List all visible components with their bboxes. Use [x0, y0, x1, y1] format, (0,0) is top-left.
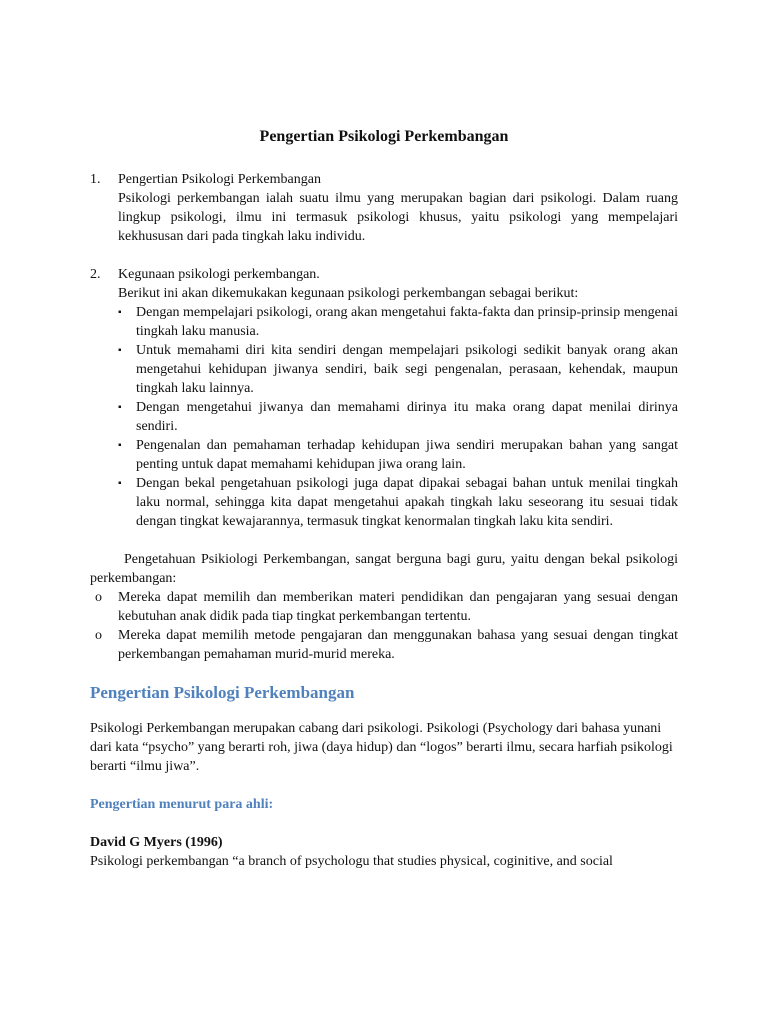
bullet-icon: ▪: [118, 307, 122, 318]
list-item: ▪ Pengenalan dan pemahaman terhadap kehidupan jiwa sendiri merupakan bahan yang sangat penting untuk dapat memahami kehidupan jiwa orang lain.: [118, 438, 678, 472]
expert-quote: Psikologi perkembangan “a branch of psychologu that studies physical, coginitive, and social: [90, 854, 613, 869]
expert-name: David G Myers (1996): [90, 835, 223, 850]
page-title: Pengertian Psikologi Perkembangan: [259, 128, 509, 145]
section-number: 1.: [90, 172, 101, 187]
list-item: o Mereka dapat memilih dan memberikan materi pendidikan dan pengajaran yang sesuai dengan kebutuhan anak didik pada tiap tingkat perkembangan tertentu.: [95, 590, 678, 624]
section-intro: Berikut ini akan dikemukakan kegunaan psikologi perkembangan sebagai berikut:: [118, 286, 579, 301]
bullet-icon: ▪: [118, 402, 122, 413]
section-2: [90, 265, 678, 531]
bullet-icon: ▪: [118, 478, 122, 489]
section-text: Psikologi perkembangan ialah suatu ilmu yang merupakan bagian dari psikologi. Dalam ruang lingkup psikologi, ilmu ini termasuk psikologi khusus, yaitu psikologi yang mempelajari kekhususan dari pada tingkah laku individu.: [118, 191, 678, 244]
bullet-icon: ▪: [118, 345, 122, 356]
section-heading: Pengertian Psikologi Perkembangan: [118, 172, 321, 187]
section-heading-blue: Pengertian Psikologi Perkembangan: [90, 683, 355, 702]
list-item: ▪ Dengan mengetahui jiwanya dan memahami dirinya itu maka orang dapat menilai dirinya sendiri.: [118, 400, 678, 434]
document-body: [90, 170, 678, 871]
section-heading: Kegunaan psikologi perkembangan.: [118, 267, 320, 282]
definition-paragraph: Psikologi Perkembangan merupakan cabang dari psikologi. Psikologi (Psychology dari bahasa yunani dari kata “psycho” yang berarti roh, jiwa (daya hidup) dan “logos” berarti ilmu, secara harfiah psikologi berarti “ilmu jiwa”.: [90, 721, 673, 774]
list-item: ▪ Untuk memahami diri kita sendiri dengan mempelajari psikologi sedikit banyak orang akan mengetahui kehidupan jiwanya sendiri, baik segi pengenalan, perasaan, kehendak, maupun tingkah laku lainnya.: [118, 343, 678, 396]
circle-bullet-icon: o: [95, 590, 102, 605]
list-item: ▪ Dengan mempelajari psikologi, orang akan mengetahui fakta-fakta dan prinsip-prinsip mengenai tingkah laku manusia.: [118, 305, 678, 339]
circle-bullet-icon: o: [95, 628, 102, 643]
teacher-list: [90, 588, 678, 664]
experts-heading: Pengertian menurut para ahli:: [90, 797, 274, 812]
bullet-icon: ▪: [118, 440, 122, 451]
section-1: [90, 170, 678, 246]
list-item: ▪ Dengan bekal pengetahuan psikologi juga dapat dipakai sebagai bahan untuk menilai tingkah laku normal, sehingga kita dapat mengetahui apakah tingkah laku seseorang itu sesuai tidak dengan tingkat kewajarannya, termasuk tingkat kenormalan tingkah laku kita sendiri.: [118, 476, 678, 529]
teacher-paragraph: Pengetahuan Psikiologi Perkembangan, sangat berguna bagi guru, yaitu dengan bekal psikologi perkembangan:: [90, 552, 678, 586]
section-number: 2.: [90, 267, 101, 282]
list-item: o Mereka dapat memilih metode pengajaran dan menggunakan bahasa yang sesuai dengan tingkat perkembangan pemahaman murid-murid mereka.: [95, 628, 678, 662]
usage-list: [118, 303, 678, 531]
